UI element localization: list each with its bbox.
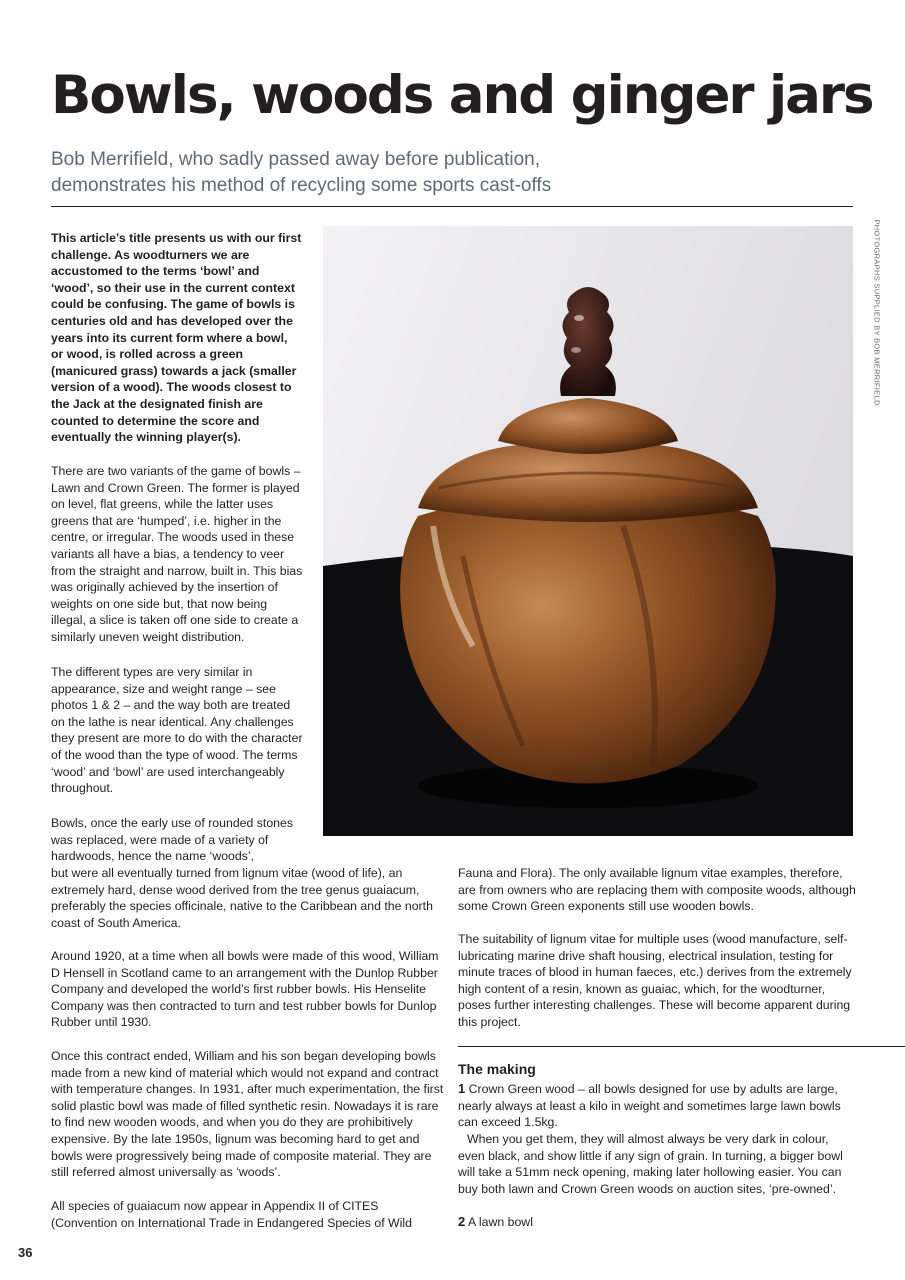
article-title: Bowls, woods and ginger jars (51, 65, 873, 126)
paragraph-cites: All species of guaiacum now appear in Appendix II of CITES (Convention on International Trade in Endangered Species of Wild (51, 1199, 412, 1230)
paragraph-variants: There are two variants of the game of bowls – Lawn and Crown Green. The former is played on level, flat greens, while the latter uses greens that are ‘humped’, i.e. higher in the centre, or irregular. The woods used in these variants all have a bias, a tendency to veer from the straight and narrow, built in. This bias was originally achieved by the insertion of weights on one side but, that now being illegal, a slice is taken off one side to create a similarly uneven weight distribution. (51, 464, 303, 644)
step-1-caption (458, 1081, 858, 1131)
paragraph-history-bottom: but were all eventually turned from lignum vitae (wood of life), an extremely hard, dense wood derived from the tree genus guaiacum, preferably the species officinale, native to the Caribbean and the north coast of South America. (51, 866, 433, 930)
step-2-caption (458, 1214, 858, 1231)
paragraph-types: The different types are very similar in appearance, size and weight range – see photos 1 & 2 – and the way both are treated on the lathe is near identical. Any challenges they present are more to do with the character of the wood than the type of wood. The terms ‘wood’ and ‘bowl’ are used interchangeably throughout. (51, 665, 303, 796)
intro-paragraph: This article’s title presents us with our first challenge. As woodturners we are accustomed to the terms ‘bowl’ and ‘wood’, so their use in the current context could be confusing. The game of bowls is centuries old and has developed over the years into its current form where a bowl, or wood, is rolled across a green (manicured grass) towards a jack (smaller version of a wood). The woods closest to the Jack at the designated finish are counted to determine the score and eventually the winning player(s). (51, 231, 302, 445)
page-number: 36 (18, 1245, 33, 1260)
section-divider (458, 1046, 905, 1047)
title-divider (51, 206, 853, 207)
step-2-number: 2 (458, 1214, 466, 1229)
step-1-paragraph: When you get them, they will almost always be very dark in colour, even black, and show little if any sign of grain. In turning, a bigger bowl will take a 51mm neck opening, making later hollowing easier. You can buy both lawn and Crown Green woods on auction sites, ‘pre-owned’. (458, 1132, 843, 1196)
step-1-number: 1 (458, 1081, 466, 1096)
paragraph-suitability: The suitability of lignum vitae for multiple uses (wood manufacture, self-lubricating marine drive shaft housing, electrical insulation, testing for minute traces of blood in human faeces, etc.) derives from the extremely high content of a resin, known as guaiac, which, for the woodturner, poses further interesting challenges. These will become apparent during this project. (458, 932, 852, 1029)
step-2-text: A lawn bowl (467, 1215, 533, 1229)
step-1-text: Crown Green wood – all bowls designed for use by adults are large, nearly always at least a kilo in weight and sometimes large lawn bowls can exceed 1.5kg. (458, 1082, 841, 1130)
photo-credit: PHOTOGRAPHS SUPPLIED BY BOB MERRIFIELD (872, 219, 882, 406)
making-heading: The making (458, 1061, 536, 1077)
paragraph-1920: Around 1920, at a time when all bowls were made of this wood, William D Hensell in Scotland came to an arrangement with the Dunlop Rubber Company and developed the world’s first rubber bowls. His Henselite Company was then contracted to turn and test rubber bowls for Dunlop Rubber until 1930. (51, 949, 439, 1030)
paragraph-cites-continued: Fauna and Flora). The only available lignum vitae examples, therefore, are from owners who are replacing them with composite woods, although some Crown Green exponents still use wooden bowls. (458, 866, 856, 914)
paragraph-history-top: Bowls, once the early use of rounded stones was replaced, were made of a variety of hardwoods, hence the name ‘woods’, (51, 816, 293, 864)
standfirst: Bob Merrifield, who sadly passed away before publication, demonstrates his method of recycling some sports cast-offs (51, 149, 552, 196)
ginger-jar-photo (323, 226, 853, 836)
paragraph-plastic: Once this contract ended, William and his son began developing bowls made from a new kind of material which would not expand and contract with temperature changes. In 1931, after much experimentation, the first solid plastic bowl was made of filled synthetic resin. Nowadays it is rare to find new wooden woods, and when you do they are prohibitively expensive. By the late 1950s, lignum was becoming hard to get and bowls were progressively being made of composite material. They are still referred almost universally as ‘woods’. (51, 1049, 444, 1180)
